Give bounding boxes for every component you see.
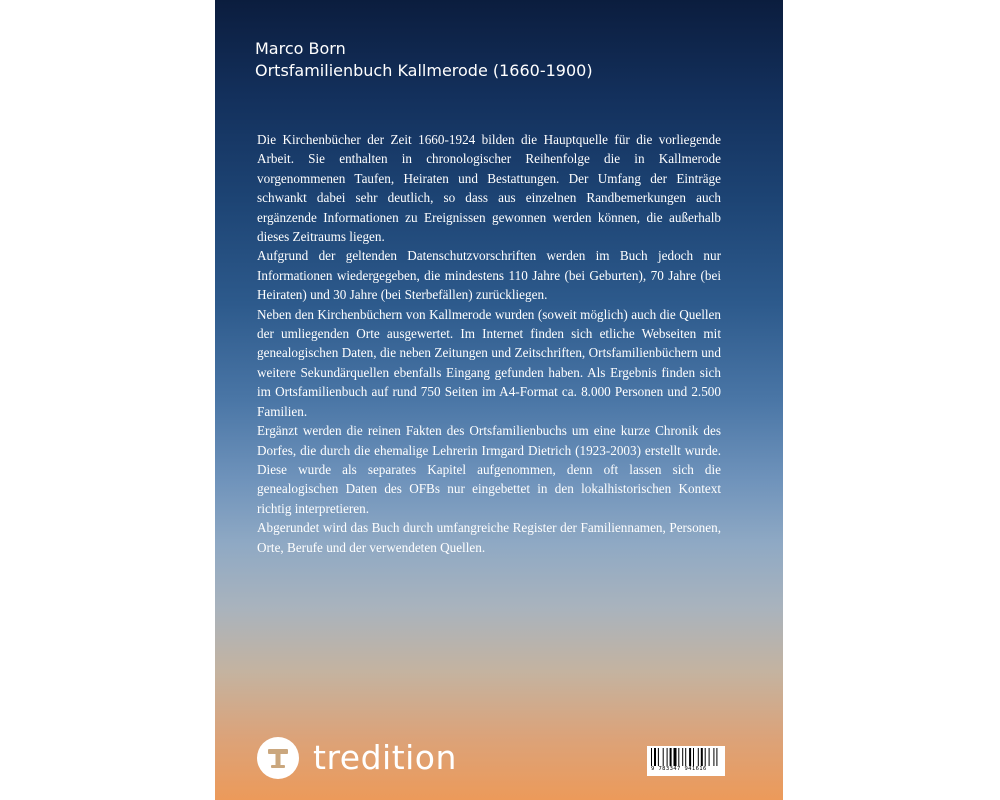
isbn-barcode bbox=[647, 746, 725, 776]
publisher-logo-icon bbox=[257, 737, 299, 779]
blurb-paragraph: Die Kirchenbücher der Zeit 1660-1924 bilden die Hauptquelle für die vorliegende Arbeit. Sie enthalten in chronologischer Reihenfolge die in Kallmerode vorgenommenen Taufen, Heiraten und Bestattungen. Der Umfang der Einträge schwankt dabei sehr deutlich, so dass aus einzelnen Randbemerkungen auch ergänzende Informationen zu Ereignissen gewonnen werden können, die außerhalb dieses Zeitraums liegen. bbox=[257, 132, 721, 245]
isbn-group-2: 941616 bbox=[684, 766, 707, 772]
isbn-lead-digit: 9 bbox=[651, 766, 655, 772]
blurb-paragraph: Ergänzt werden die reinen Fakten des Ortsfamilienbuchs um eine kurze Chronik des Dorfes, die durch die ehemalige Lehrerin Irmgard Dietrich (1923-2003) erstellt wurde. Diese wurde als separates Kapitel aufgenommen, denn oft lassen sich die genealogischen Daten des OFBs nur eingebettet in den lokalhistorischen Kontext richtig interpretieren. bbox=[257, 423, 721, 516]
author-name: Marco Born bbox=[255, 39, 346, 58]
cover-header bbox=[255, 38, 593, 82]
book-title: Ortsfamilienbuch Kallmerode (1660-1900) bbox=[255, 61, 593, 80]
isbn-number bbox=[651, 766, 721, 772]
blurb-text bbox=[257, 130, 721, 557]
blurb-paragraph: Aufgrund der geltenden Datenschutzvorschriften werden im Buch jedoch nur Informationen wiedergegeben, die mindestens 110 Jahre (bei Geburten), 70 Jahre (bei Heiraten) und 30 Jahre (bei Sterbefällen) zurückliegen. bbox=[257, 248, 721, 303]
book-back-cover bbox=[215, 0, 783, 800]
isbn-group-1: 783347 bbox=[658, 766, 681, 772]
blurb-paragraph: Neben den Kirchenbüchern von Kallmerode wurden (soweit möglich) auch die Quellen der umliegenden Orte ausgewertet. Im Internet finden sich etliche Webseiten mit genealogischen Daten, die neben Zeitungen und Zeitschriften, Ortsfamilienbüchern und weitere Sekundärquellen ebenfalls Eingang gefunden haben. Als Ergebnis finden sich im Ortsfamilienbuch auf rund 750 Seiten im A4-Format ca. 8.000 Personen und 2.500 Familien. bbox=[257, 306, 721, 419]
publisher-name: tredition bbox=[313, 738, 457, 777]
publisher-branding bbox=[257, 736, 457, 780]
barcode-bars bbox=[651, 748, 721, 766]
blurb-paragraph: Abgerundet wird das Buch durch umfangreiche Register der Familiennamen, Personen, Orte, Berufe und der verwendeten Quellen. bbox=[257, 520, 721, 555]
